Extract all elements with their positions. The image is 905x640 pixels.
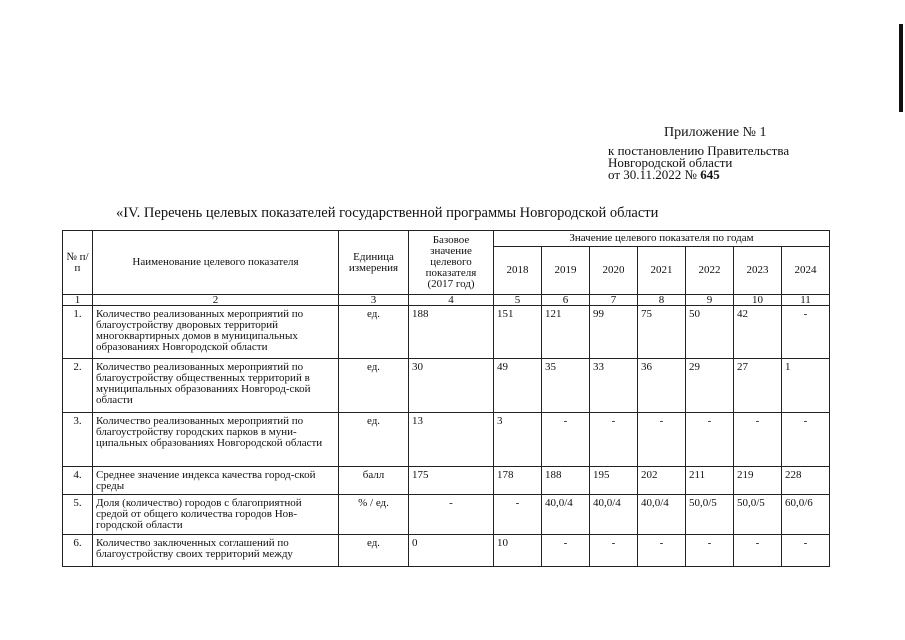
year-value: 49: [494, 359, 542, 413]
year-value: 219: [734, 467, 782, 495]
header-num: № п/п: [63, 231, 93, 295]
column-number: 3: [339, 295, 409, 306]
year-value: 211: [686, 467, 734, 495]
row-number: 2.: [63, 359, 93, 413]
appendix-header: [608, 127, 789, 181]
unit-cell: ед.: [339, 306, 409, 359]
year-value: -: [686, 535, 734, 567]
year-value: -: [494, 495, 542, 535]
year-value: 29: [686, 359, 734, 413]
year-value: 50: [686, 306, 734, 359]
year-value: 3: [494, 413, 542, 467]
year-value: 36: [638, 359, 686, 413]
resolution-line: к постановлению Правительства: [608, 143, 790, 158]
year-value: 75: [638, 306, 686, 359]
year-value: 188: [542, 467, 590, 495]
header-row: [63, 231, 830, 247]
date-line: [608, 169, 789, 181]
unit-cell: ед.: [339, 413, 409, 467]
table-row: [63, 306, 830, 359]
year-value: -: [590, 413, 638, 467]
header-name: Наименование целевого показателя: [93, 231, 339, 295]
year-value: 33: [590, 359, 638, 413]
year-value: -: [542, 535, 590, 567]
indicator-name: Количество реализованных мероприятий по благоустройству дворовых территорий многоквартирных домов в муниципальных образованиях Новгородской области: [93, 306, 339, 359]
year-value: 50,0/5: [734, 495, 782, 535]
column-number: 11: [782, 295, 830, 306]
date-prefix: от 30.11.2022 №: [608, 167, 697, 182]
unit-cell: % / ед.: [339, 495, 409, 535]
column-number: 4: [409, 295, 494, 306]
indicator-name: Количество заключенных соглашений по благоустройству своих территорий между: [93, 535, 339, 567]
year-header: 2019: [542, 247, 590, 295]
table-row: [63, 359, 830, 413]
column-number: 7: [590, 295, 638, 306]
column-number-row: [63, 295, 830, 306]
year-value: -: [734, 535, 782, 567]
year-value: 151: [494, 306, 542, 359]
year-value: 60,0/6: [782, 495, 830, 535]
year-header: 2024: [782, 247, 830, 295]
base-value: 0: [409, 535, 494, 567]
region-line: Новгородской области: [608, 155, 733, 170]
year-value: 99: [590, 306, 638, 359]
appendix-title: Приложение № 1: [664, 125, 767, 140]
year-value: 228: [782, 467, 830, 495]
column-number: 9: [686, 295, 734, 306]
year-value: 42: [734, 306, 782, 359]
indicator-name: Доля (количество) городов с благоприятной средой от общего количества городов Нов-городской области: [93, 495, 339, 535]
year-value: -: [542, 413, 590, 467]
year-value: -: [638, 535, 686, 567]
table-row: [63, 495, 830, 535]
year-value: 202: [638, 467, 686, 495]
year-value: -: [782, 413, 830, 467]
year-value: 178: [494, 467, 542, 495]
year-value: 10: [494, 535, 542, 567]
indicator-name: Среднее значение индекса качества город-ской среды: [93, 467, 339, 495]
year-value: -: [638, 413, 686, 467]
column-number: 2: [93, 295, 339, 306]
year-value: -: [734, 413, 782, 467]
base-value: 188: [409, 306, 494, 359]
year-value: 40,0/4: [638, 495, 686, 535]
document-title: «IV. Перечень целевых показателей государственной программы Новгородской области: [116, 205, 659, 221]
indicator-name: Количество реализованных мероприятий по благоустройству общественных территорий в муниципальных образованиях Новгород-ской области: [93, 359, 339, 413]
year-value: 27: [734, 359, 782, 413]
base-value: -: [409, 495, 494, 535]
row-number: 5.: [63, 495, 93, 535]
year-value: 1: [782, 359, 830, 413]
year-value: 40,0/4: [590, 495, 638, 535]
base-value: 175: [409, 467, 494, 495]
unit-cell: ед.: [339, 535, 409, 567]
header-unit: Единица измерения: [339, 231, 409, 295]
header-base: Базовое значение целевого показателя (2017 год): [409, 231, 494, 295]
year-value: 35: [542, 359, 590, 413]
year-header: 2021: [638, 247, 686, 295]
table-row: [63, 535, 830, 567]
row-number: 6.: [63, 535, 93, 567]
unit-cell: ед.: [339, 359, 409, 413]
column-number: 5: [494, 295, 542, 306]
row-number: 3.: [63, 413, 93, 467]
table-row: [63, 413, 830, 467]
table-row: [63, 467, 830, 495]
row-number: 1.: [63, 306, 93, 359]
column-number: 1: [63, 295, 93, 306]
year-value: 40,0/4: [542, 495, 590, 535]
base-value: 13: [409, 413, 494, 467]
year-value: -: [782, 306, 830, 359]
page-edge-mark: [899, 24, 903, 112]
year-value: 195: [590, 467, 638, 495]
year-value: 121: [542, 306, 590, 359]
unit-cell: балл: [339, 467, 409, 495]
column-number: 8: [638, 295, 686, 306]
base-value: 30: [409, 359, 494, 413]
year-header: 2022: [686, 247, 734, 295]
indicator-name: Количество реализованных мероприятий по благоустройству городских парков в муни-ципальных образованиях Новгородской области: [93, 413, 339, 467]
row-number: 4.: [63, 467, 93, 495]
year-header: 2020: [590, 247, 638, 295]
indicators-table: [62, 230, 830, 567]
year-header: 2023: [734, 247, 782, 295]
resolution-number: 645: [700, 167, 720, 182]
column-number: 10: [734, 295, 782, 306]
year-value: -: [782, 535, 830, 567]
column-number: 6: [542, 295, 590, 306]
header-years-group: Значение целевого показателя по годам: [494, 231, 830, 247]
year-value: -: [590, 535, 638, 567]
year-value: 50,0/5: [686, 495, 734, 535]
year-value: -: [686, 413, 734, 467]
year-header: 2018: [494, 247, 542, 295]
